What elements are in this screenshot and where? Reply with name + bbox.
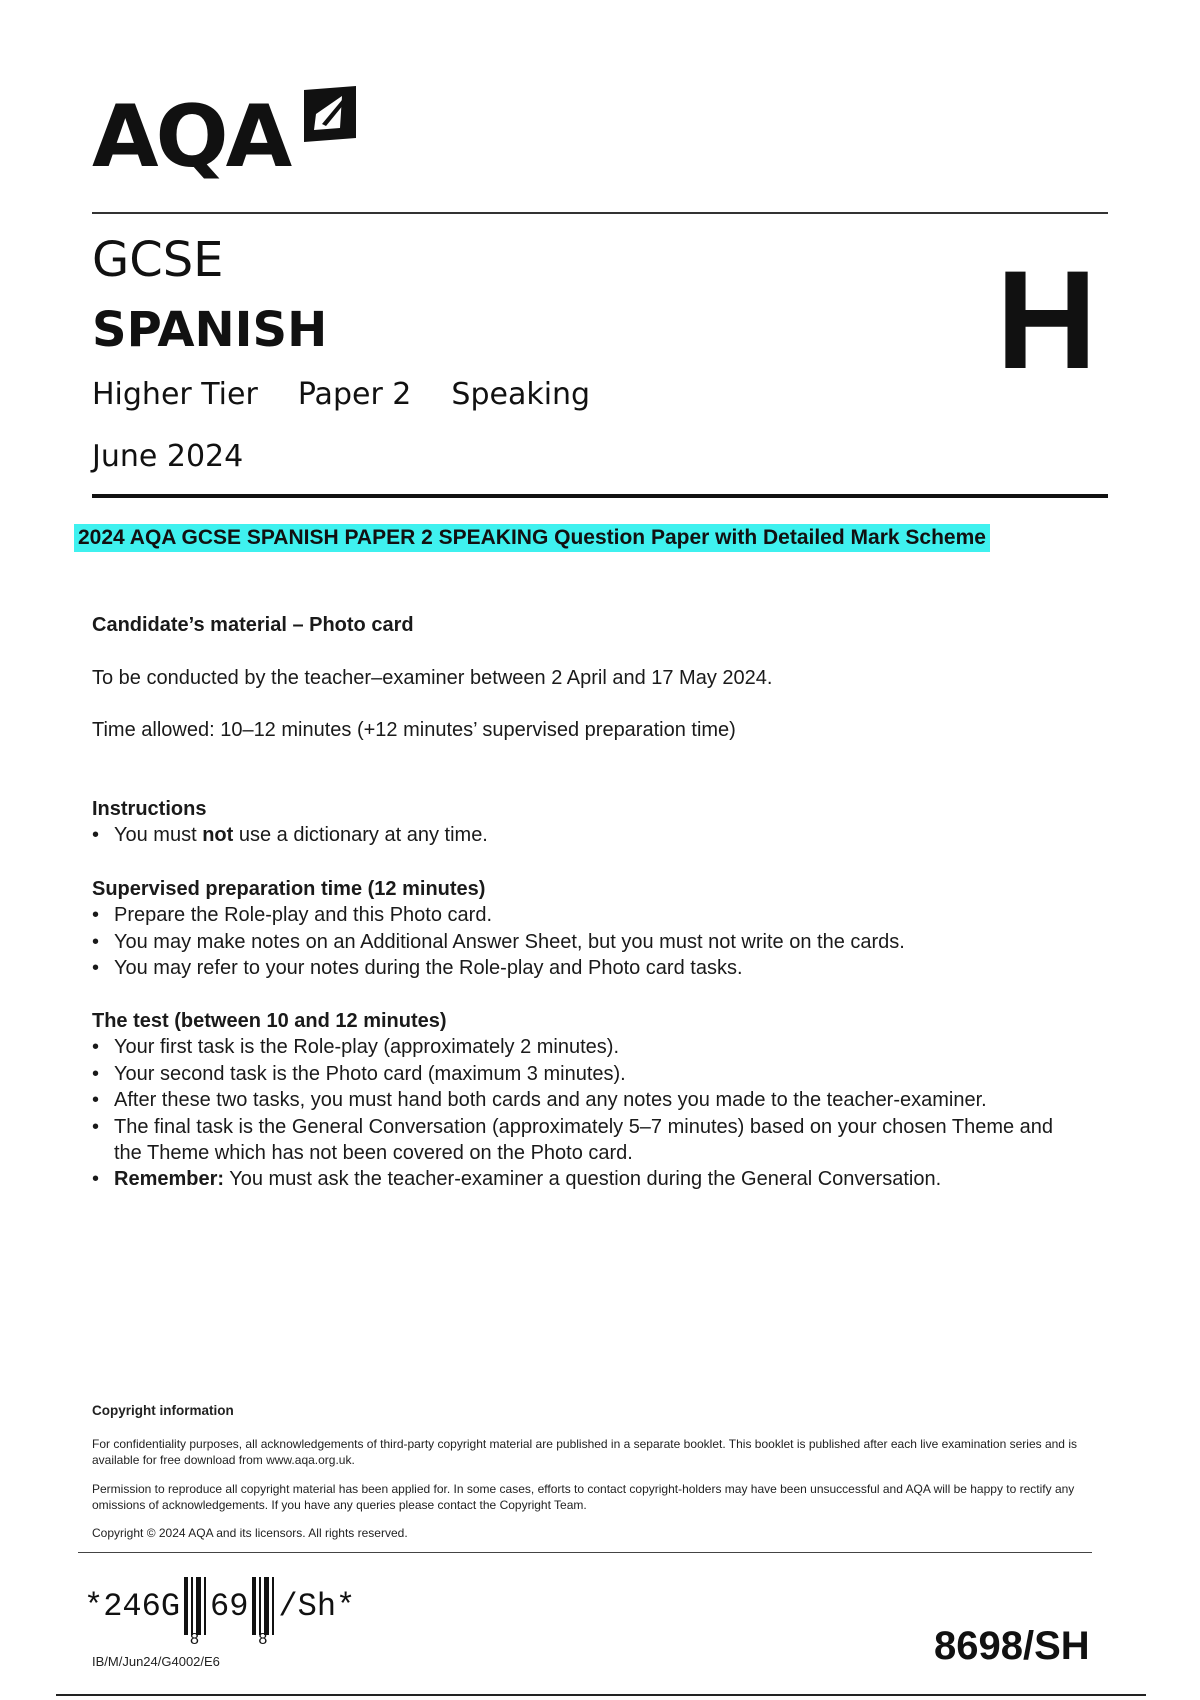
aqa-leaf-icon — [298, 84, 362, 148]
instructions-heading: Instructions — [92, 798, 207, 820]
header-divider — [92, 212, 1108, 214]
list-item: • After these two tasks, you must hand both cards and any notes you made to the teacher-examiner. — [114, 1087, 1074, 1113]
tier-label: Higher Tier — [92, 377, 258, 412]
list-item: • Prepare the Role-play and this Photo card. — [114, 902, 1112, 928]
barcode — [84, 1576, 356, 1648]
list-item: • You must not use a dictionary at any time. — [114, 822, 488, 848]
reference-code: IB/M/Jun24/G4002/E6 — [92, 1654, 220, 1669]
list-item: • You may make notes on an Additional Answer Sheet, but you must not write on the cards. — [114, 929, 1112, 955]
time-allowed: Time allowed: 10–12 minutes (+12 minutes’ supervised preparation time) — [92, 719, 736, 741]
list-item: • Remember: You must ask the teacher-examiner a question during the General Conversation. — [114, 1166, 1074, 1192]
material-title: Candidate’s material – Photo card — [92, 614, 414, 636]
copyright-section — [92, 1402, 1092, 1553]
copyright-paragraph: Permission to reproduce all copyright material has been applied for. In some cases, efforts to contact copyright-holders may have been unsuccessful and AQA will be happy to rectify any omissions of acknowledgements. If you have any queries please contact the Copyright Team. — [92, 1481, 1075, 1512]
title-banner: 2024 AQA GCSE SPANISH PAPER 2 SPEAKING Question Paper with Detailed Mark Scheme — [74, 524, 990, 552]
component-label: Speaking — [451, 377, 591, 412]
paper-details — [92, 377, 630, 412]
subject-name: SPANISH — [92, 302, 328, 358]
barcode-bars — [248, 1577, 278, 1648]
barcode-bars — [180, 1577, 210, 1648]
header-bottom-rule — [92, 494, 1108, 498]
list-item: • The final task is the General Conversation (approximately 5–7 minutes) based on your chosen Theme and the Theme which has not been covered on the Photo card. — [114, 1114, 1074, 1167]
barcode-text: /Sh* — [278, 1587, 356, 1625]
copyright-notice: Copyright © 2024 AQA and its licensors. All rights reserved. — [92, 1525, 408, 1540]
list-item: • Your first task is the Role-play (approximately 2 minutes). — [114, 1034, 1074, 1060]
copyright-paragraph: For confidentiality purposes, all acknowledgements of third-party copyright material are published in a separate booklet. This booklet is published after each live examination series and is available for free download from www.aqa.org.uk. — [92, 1437, 1077, 1468]
aqa-logo — [92, 84, 362, 187]
preparation-section — [92, 876, 1112, 982]
preparation-heading: Supervised preparation time (12 minutes) — [92, 878, 486, 900]
barcode-subscript: 8 — [258, 1631, 268, 1648]
copyright-heading: Copyright information — [92, 1403, 234, 1418]
barcode-text: *246G — [84, 1587, 181, 1625]
barcode-subscript: 8 — [190, 1631, 199, 1648]
page-bottom-rule — [56, 1694, 1146, 1696]
instructions-section — [92, 796, 488, 849]
paper-label: Paper 2 — [297, 377, 412, 412]
footer-divider — [78, 1552, 1092, 1553]
test-section — [92, 1008, 1082, 1193]
conducted-dates: To be conducted by the teacher–examiner between 2 April and 17 May 2024. — [92, 667, 773, 689]
subject-level: GCSE — [92, 232, 224, 288]
barcode-text: 69 — [210, 1587, 249, 1625]
list-item: • You may refer to your notes during the Role-play and Photo card tasks. — [114, 955, 1112, 981]
list-item: • Your second task is the Photo card (maximum 3 minutes). — [114, 1061, 1074, 1087]
paper-code: 8698/SH — [934, 1624, 1090, 1668]
logo-text: AQA — [92, 87, 290, 187]
exam-date: June 2024 — [92, 439, 244, 474]
tier-letter: H — [996, 241, 1098, 398]
test-heading: The test (between 10 and 12 minutes) — [92, 1010, 447, 1032]
